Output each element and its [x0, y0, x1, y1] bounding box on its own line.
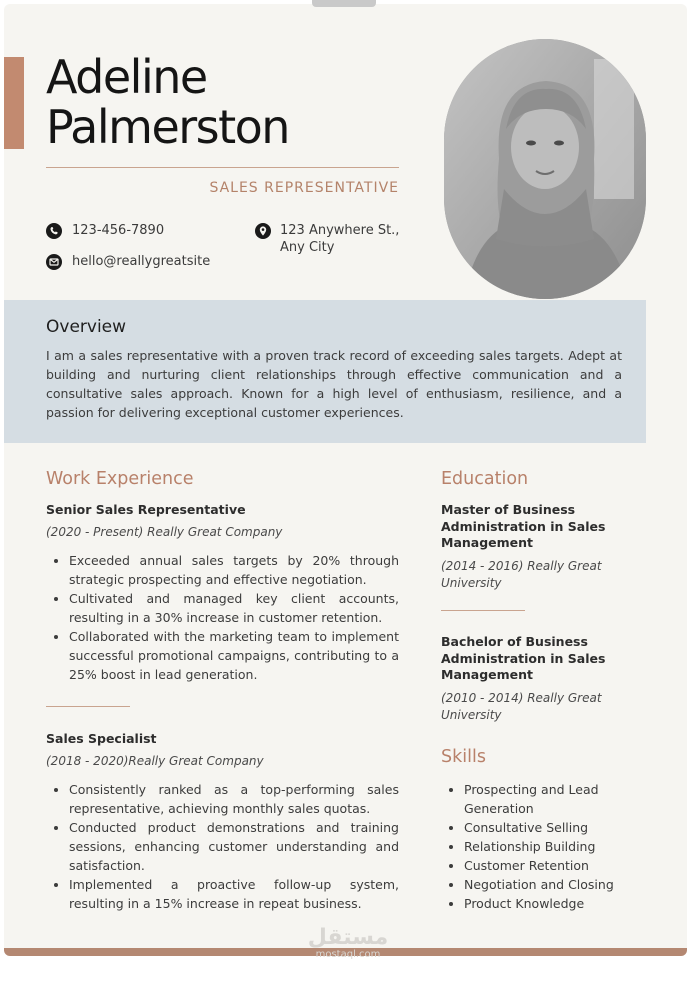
degree-title: Master of Business Administration in Sales Management [441, 502, 606, 550]
skill-item: • Product Knowledge [464, 894, 644, 913]
job-role: SALES REPRESENTATIVE [209, 180, 399, 196]
job-meta: (2018 - 2020)Really Great Company [46, 754, 264, 768]
list-item: • Conducted product demonstrations and training sessions, enhancing customer understanding and satisfaction. [69, 818, 399, 875]
header-divider [46, 167, 399, 168]
candidate-name [46, 52, 289, 152]
phone-icon [46, 223, 62, 239]
skill-item: • Relationship Building [464, 837, 644, 856]
first-name: Adeline [46, 50, 207, 104]
skill-item: • Customer Retention [464, 856, 644, 875]
list-item: • Implemented a proactive follow-up system, resulting in a 15% increase in repeat business. [69, 875, 399, 913]
job-title: Sales Specialist [46, 731, 157, 746]
phone-number: 123-456-7890 [72, 223, 165, 238]
address [280, 222, 399, 256]
job-title: Senior Sales Representative [46, 502, 246, 517]
portrait-illustration [444, 39, 646, 299]
job-meta: (2020 - Present) Really Great Company [46, 525, 283, 539]
degree-title: Bachelor of Business Administration in Sales Management [441, 634, 606, 682]
overview-title: Overview [46, 317, 127, 337]
work-experience-title: Work Experience [46, 469, 194, 489]
skill-item: • Prospecting and Lead Generation [464, 780, 644, 818]
email-icon [46, 254, 62, 270]
location-pin-icon [255, 223, 271, 239]
address-line-1: 123 Anywhere St., [280, 223, 400, 238]
list-item: • Collaborated with the marketing team to implement successful promotional campaigns, contributing to a 25% boost in lead generation. [69, 627, 399, 684]
watermark-latin: mostaql.com [315, 949, 381, 960]
degree-meta: (2014 - 2016) Really Great University [441, 559, 602, 590]
watermark [303, 926, 393, 960]
address-line-2: Any City [280, 240, 335, 255]
overview-text: I am a sales representative with a proven track record of exceeding sales targets. Adept at building and nurturing client relationships through effective communication and a consultative sales approach. Known for a high level of enthusiasm, resilience, and a passion for delivering exceptional customer experiences. [46, 348, 622, 420]
degree-meta: (2010 - 2014) Really Great University [441, 691, 602, 722]
watermark-arabic: مستقل [307, 925, 389, 950]
education-title: Education [441, 469, 529, 489]
list-item: • Consistently ranked as a top-performing sales representative, achieving monthly sales quotas. [69, 780, 399, 818]
email-address: hello@reallygreatsite [72, 254, 211, 269]
list-item: • Cultivated and managed key client accounts, resulting in a 30% increase in customer retention. [69, 589, 399, 627]
skill-item: • Negotiation and Closing [464, 875, 644, 894]
overview-section [4, 300, 646, 443]
accent-bar [4, 57, 24, 149]
skills-list [442, 780, 644, 913]
resume-page [4, 4, 687, 954]
job-bullets [47, 551, 399, 684]
list-item: • Exceeded annual sales targets by 20% through strategic prospecting and effective negotiation. [69, 551, 399, 589]
profile-photo [444, 39, 646, 299]
education-divider [441, 610, 525, 611]
skill-item: • Consultative Selling [464, 818, 644, 837]
job-divider [46, 706, 130, 707]
skills-title: Skills [441, 747, 486, 767]
last-name: Palmerston [46, 100, 289, 154]
top-notch [312, 0, 376, 7]
job-bullets [47, 780, 399, 913]
